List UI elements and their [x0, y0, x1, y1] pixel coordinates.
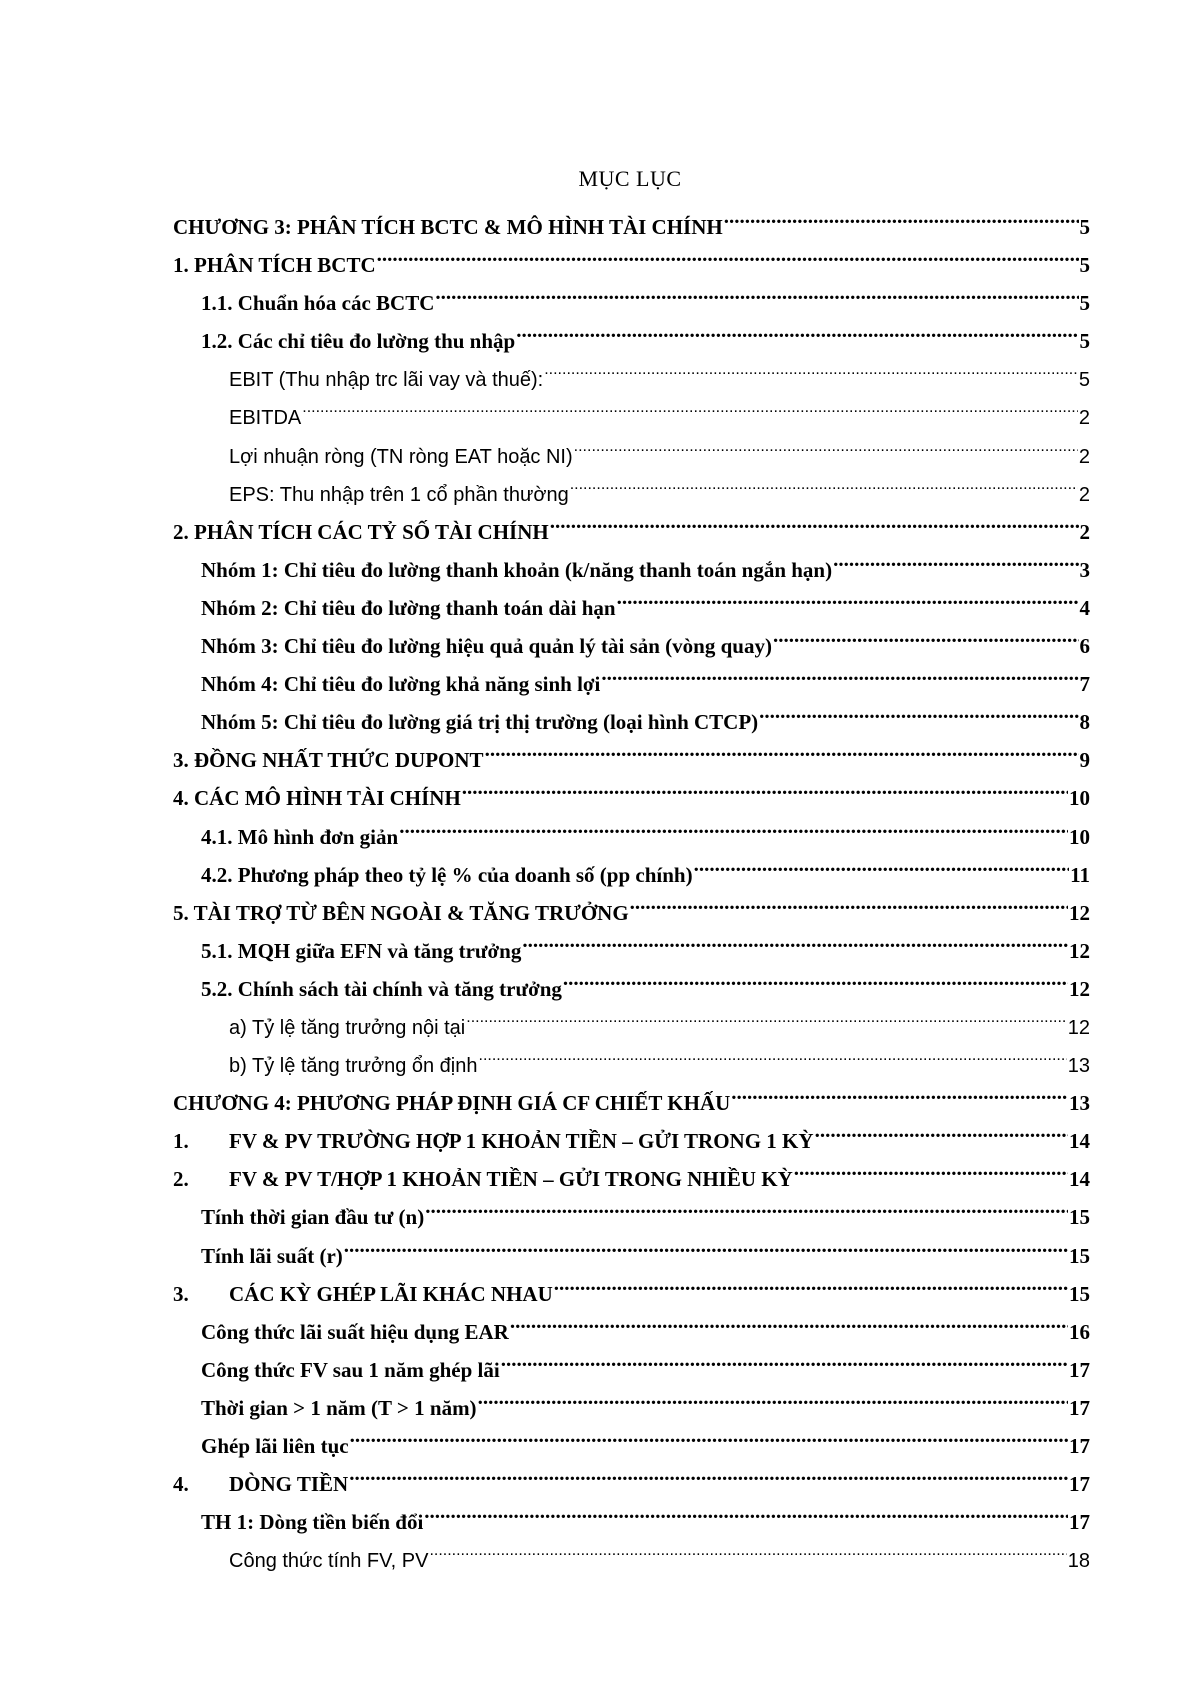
toc-dot-leader: [833, 539, 1078, 577]
toc-entry-label[interactable]: EBITDA: [229, 407, 302, 430]
toc-entry-label[interactable]: a) Tỷ lệ tăng trưởng nội tại: [229, 1016, 466, 1039]
toc-page-number: 10: [1069, 786, 1090, 811]
toc-page-number: 13: [1069, 1091, 1090, 1116]
toc-page-number: 15: [1069, 1205, 1090, 1230]
toc-entry-label[interactable]: Lợi nhuận ròng (TN ròng EAT hoặc NI): [229, 445, 573, 468]
toc-dot-leader: [425, 1186, 1068, 1224]
toc-dot-leader: [516, 310, 1078, 348]
toc-entry-number: 4.: [173, 1472, 189, 1497]
toc-entry-label[interactable]: 2. PHÂN TÍCH CÁC TỶ SỐ TÀI CHÍNH: [173, 519, 549, 544]
toc-page-number: 17: [1069, 1434, 1090, 1458]
toc-dot-leader: [570, 463, 1078, 501]
toc-entry[interactable]: [173, 196, 1090, 239]
toc-dot-leader: [815, 1110, 1068, 1148]
toc-entry-label[interactable]: 1.1. Chuẩn hóa các BCTC: [201, 291, 435, 316]
toc-page-number: 5: [1078, 369, 1090, 392]
toc-entry-label[interactable]: Công thức lãi suất hiệu dụng EAR: [201, 1319, 509, 1344]
toc-entry-label[interactable]: Công thức tính FV, PV: [229, 1550, 429, 1573]
toc-dot-leader: [550, 501, 1079, 539]
toc-entry-label[interactable]: Nhóm 1: Chỉ tiêu đo lường thanh khoản (k/năng thanh toán ngắn hạn): [201, 557, 833, 582]
toc-entry-label[interactable]: CÁC KỲ GHÉP LÃI KHÁC NHAU: [229, 1281, 553, 1306]
toc-page-number: 4: [1079, 595, 1090, 620]
toc-page-number: 12: [1067, 1016, 1090, 1039]
toc-page-number: 15: [1069, 1281, 1090, 1306]
toc-page-number: 17: [1069, 1510, 1090, 1535]
toc-entry[interactable]: [173, 386, 1090, 430]
toc-dot-leader: [424, 1491, 1068, 1529]
toc-dot-leader: [344, 1225, 1068, 1263]
toc-page-number: 5: [1079, 253, 1090, 278]
toc-dot-leader: [479, 1034, 1067, 1072]
toc-entry-label[interactable]: 3. ĐỒNG NHẤT THỨC DUPONT: [173, 748, 484, 773]
toc-dot-leader: [759, 691, 1078, 729]
toc-entry-label[interactable]: 1.2. Các chỉ tiêu đo lường thu nhập: [201, 329, 516, 354]
toc-dot-leader: [601, 653, 1078, 691]
toc-dot-leader: [435, 272, 1078, 310]
toc-entry-label[interactable]: FV & PV TRƯỜNG HỢP 1 KHOẢN TIỀN – GỬI TRONG 1 KỲ: [229, 1129, 814, 1154]
toc-entry-label[interactable]: Tính lãi suất (r): [201, 1243, 343, 1268]
toc-entry-label[interactable]: 5.2. Chính sách tài chính và tăng trưởng: [201, 976, 562, 1001]
toc-page-number: 14: [1069, 1129, 1090, 1154]
toc-page-number: 14: [1069, 1167, 1090, 1192]
toc-entry-number: 1.: [173, 1129, 189, 1154]
toc-dot-leader: [724, 196, 1079, 234]
toc-page-number: 15: [1069, 1243, 1090, 1268]
toc-dot-leader: [731, 1072, 1068, 1110]
toc-page-number: 3: [1079, 557, 1090, 582]
toc-entry-label[interactable]: Công thức FV sau 1 năm ghép lãi: [201, 1357, 500, 1382]
toc-entry-label[interactable]: 4. CÁC MÔ HÌNH TÀI CHÍNH: [173, 786, 461, 811]
toc-title: MỤC LỤC: [578, 166, 682, 191]
table-of-contents: [173, 196, 1090, 1573]
toc-dot-leader: [501, 1339, 1068, 1377]
toc-page-number: 5: [1079, 291, 1090, 316]
toc-entry-label[interactable]: CHƯƠNG 3: PHÂN TÍCH BCTC & MÔ HÌNH TÀI CHÍNH: [173, 215, 723, 239]
toc-entry-label[interactable]: Ghép lãi liên tục: [201, 1434, 349, 1458]
toc-entry-label[interactable]: 5.1. MQH giữa EFN và tăng trưởng: [201, 938, 522, 963]
toc-page-number: 5: [1079, 329, 1090, 354]
toc-entry-label[interactable]: 1. PHÂN TÍCH BCTC: [173, 253, 376, 278]
toc-dot-leader: [522, 920, 1068, 958]
toc-page-number: 5: [1079, 215, 1090, 239]
toc-entry-label[interactable]: TH 1: Dòng tiền biến đổi: [201, 1510, 424, 1535]
toc-entry[interactable]: [173, 425, 1090, 468]
toc-entry-label[interactable]: 4.1. Mô hình đơn giản: [201, 824, 399, 849]
toc-entry-label[interactable]: 4.2. Phương pháp theo tỷ lệ % của doanh số (pp chính): [201, 862, 693, 887]
toc-entry-label[interactable]: 5. TÀI TRỢ TỪ BÊN NGOÀI & TĂNG TRƯỞNG: [173, 900, 629, 925]
toc-dot-leader: [429, 1529, 1066, 1567]
toc-page-number: 17: [1069, 1472, 1090, 1497]
toc-dot-leader: [617, 577, 1079, 615]
toc-page-number: 16: [1069, 1319, 1090, 1344]
toc-dot-leader: [349, 1453, 1068, 1491]
toc-dot-leader: [630, 882, 1068, 920]
toc-page-number: 12: [1069, 900, 1090, 925]
toc-entry-number: 3.: [173, 1281, 189, 1306]
toc-dot-leader: [466, 996, 1067, 1034]
toc-page-number: 10: [1069, 824, 1090, 849]
toc-dot-leader: [794, 1148, 1068, 1186]
toc-dot-leader: [350, 1415, 1068, 1453]
toc-entry-label[interactable]: EPS: Thu nhập trên 1 cổ phần thường: [229, 483, 569, 506]
toc-page-number: 7: [1079, 672, 1090, 697]
toc-page-number: 2: [1078, 483, 1090, 506]
toc-page-number: 12: [1069, 976, 1090, 1001]
toc-entry-label[interactable]: FV & PV T/HỢP 1 KHOẢN TIỀN – GỬI TRONG NHIỀU KỲ: [229, 1167, 793, 1192]
toc-entry-label[interactable]: Nhóm 4: Chỉ tiêu đo lường khả năng sinh lợi: [201, 672, 601, 697]
toc-entry-label[interactable]: Nhóm 3: Chỉ tiêu đo lường hiệu quả quản lý tài sản (vòng quay): [201, 634, 772, 659]
toc-entry-label[interactable]: b) Tỷ lệ tăng trưởng ổn định: [229, 1055, 478, 1078]
toc-entry-label[interactable]: CHƯƠNG 4: PHƯƠNG PHÁP ĐỊNH GIÁ CF CHIẾT KHẤU: [173, 1091, 731, 1116]
toc-page-number: 2: [1079, 519, 1090, 544]
toc-entry-label[interactable]: EBIT (Thu nhập trc lãi vay và thuế):: [229, 369, 544, 392]
toc-page-number: 13: [1067, 1055, 1090, 1078]
toc-dot-leader: [563, 958, 1068, 996]
toc-page-number: 2: [1078, 445, 1090, 468]
toc-dot-leader: [377, 234, 1079, 272]
toc-dot-leader: [544, 348, 1078, 386]
toc-page-number: 17: [1069, 1395, 1090, 1420]
toc-page-number: 18: [1067, 1550, 1090, 1573]
toc-entry-label[interactable]: Tính thời gian đầu tư (n): [201, 1205, 425, 1230]
toc-page-number: 8: [1079, 710, 1090, 735]
toc-page-number: 17: [1069, 1357, 1090, 1382]
toc-entry-label[interactable]: Nhóm 2: Chỉ tiêu đo lường thanh toán dài hạn: [201, 595, 616, 620]
toc-page-number: 11: [1070, 862, 1090, 887]
toc-dot-leader: [302, 386, 1078, 424]
toc-entry-label[interactable]: DÒNG TIỀN: [229, 1472, 349, 1497]
toc-page-number: 6: [1079, 634, 1090, 659]
toc-entry-label[interactable]: Nhóm 5: Chỉ tiêu đo lường giá trị thị trường (loại hình CTCP): [201, 710, 759, 735]
toc-dot-leader: [485, 729, 1079, 767]
toc-dot-leader: [694, 844, 1070, 882]
toc-dot-leader: [399, 806, 1068, 844]
toc-dot-leader: [462, 767, 1068, 805]
toc-dot-leader: [510, 1301, 1068, 1339]
toc-entry-label[interactable]: Thời gian > 1 năm (T > 1 năm): [201, 1395, 477, 1420]
toc-dot-leader: [574, 425, 1078, 463]
toc-dot-leader: [554, 1263, 1068, 1301]
toc-dot-leader: [478, 1377, 1068, 1415]
toc-page-number: 2: [1078, 407, 1090, 430]
toc-page-number: 12: [1069, 938, 1090, 963]
toc-dot-leader: [773, 615, 1079, 653]
toc-entry-number: 2.: [173, 1167, 189, 1192]
toc-page-number: 9: [1079, 748, 1090, 773]
